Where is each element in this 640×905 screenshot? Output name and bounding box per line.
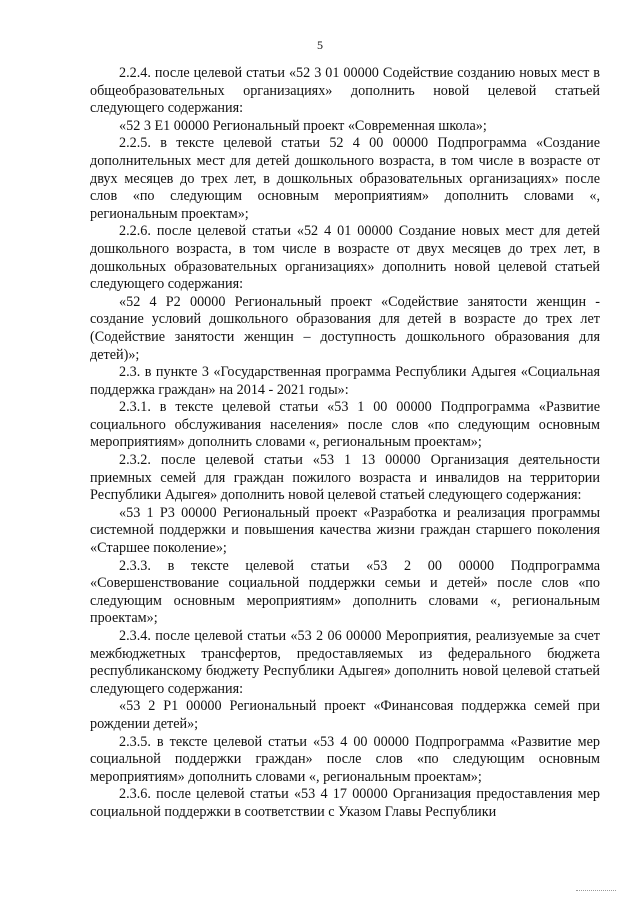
paragraph: «52 3 E1 00000 Региональный проект «Современная школа»; [119, 117, 487, 134]
scan-artifact [576, 890, 616, 893]
paragraph: «52 4 P2 00000 Региональный проект «Содействие занятости женщин - создание условий дошкольного образования для детей в возрасте до трех лет (Содействие занятости женщин – доступность дошкольного образования для детей)»; [90, 293, 600, 363]
paragraph: 2.2.6. после целевой статьи «52 4 01 00000 Создание новых мест для детей дошкольного возраста, в том числе в возрасте от двух месяцев до трех лет, в дошкольных образовательных организациях» дополнить новой целевой статьей следующего содержания: [90, 223, 600, 293]
paragraph: 2.3.2. после целевой статьи «53 1 13 00000 Организация деятельности приемных семей для граждан пожилого возраста и инвалидов на территории Республики Адыгея» дополнить новой целевой статьей следующего содержания: [90, 452, 600, 504]
paragraph: 2.3.3. в тексте целевой статьи «53 2 00 00000 Подпрограмма «Совершенствование социальной поддержки семьи и детей» после слов «по следующим основным мероприятиям» дополнить словами «, региональным проектам»; [90, 557, 600, 627]
paragraph: 2.3. в пункте 3 «Государственная программа Республики Адыгея «Социальная поддержка граждан» на 2014 - 2021 годы»: [90, 364, 600, 398]
document-body [90, 65, 600, 822]
paragraph: 2.3.6. после целевой статьи «53 4 17 00000 Организация предоставления мер социальной поддержки в соответствии с Указом Главы Республики [90, 786, 600, 820]
page-number: 5 [317, 38, 323, 52]
paragraph: «53 1 P3 00000 Региональный проект «Разработка и реализация программы системной поддержки и повышения качества жизни граждан старшего поколения «Старшее поколение»; [90, 504, 600, 557]
paragraph: «53 2 P1 00000 Региональный проект «Финансовая поддержка семей при рождении детей»; [90, 698, 600, 732]
paragraph: 2.3.1. в тексте целевой статьи «53 1 00 00000 Подпрограмма «Развитие социального обслуживания населения» после слов «по следующим основным мероприятиям» дополнить словами «, региональным проектам»; [90, 399, 600, 451]
paragraph: 2.2.5. в тексте целевой статьи 52 4 00 00000 Подпрограмма «Создание дополнительных мест для детей дошкольного возраста, в том числе в возрасте от двух месяцев до трех лет, в дошкольных образовательных организациях» после слов «по следующим основным мероприятиям» дополнить словами «, региональным проектам»; [90, 135, 600, 222]
paragraph: 2.2.4. после целевой статьи «52 3 01 00000 Содействие созданию новых мест в общеобразовательных организациях» дополнить новой целевой статьей следующего содержания: [90, 65, 600, 117]
paragraph: 2.3.4. после целевой статьи «53 2 06 00000 Мероприятия, реализуемые за счет межбюджетных трансфертов, предоставляемых из федерального бюджета республиканскому бюджету Республики Адыгея» дополнить новой целевой статьей следующего содержания: [90, 628, 600, 697]
paragraph: 2.3.5. в тексте целевой статьи «53 4 00 00000 Подпрограмма «Развитие мер социальной поддержки граждан» после слов «по следующим основным мероприятиям» дополнить словами «, региональным проектам»; [90, 733, 600, 785]
